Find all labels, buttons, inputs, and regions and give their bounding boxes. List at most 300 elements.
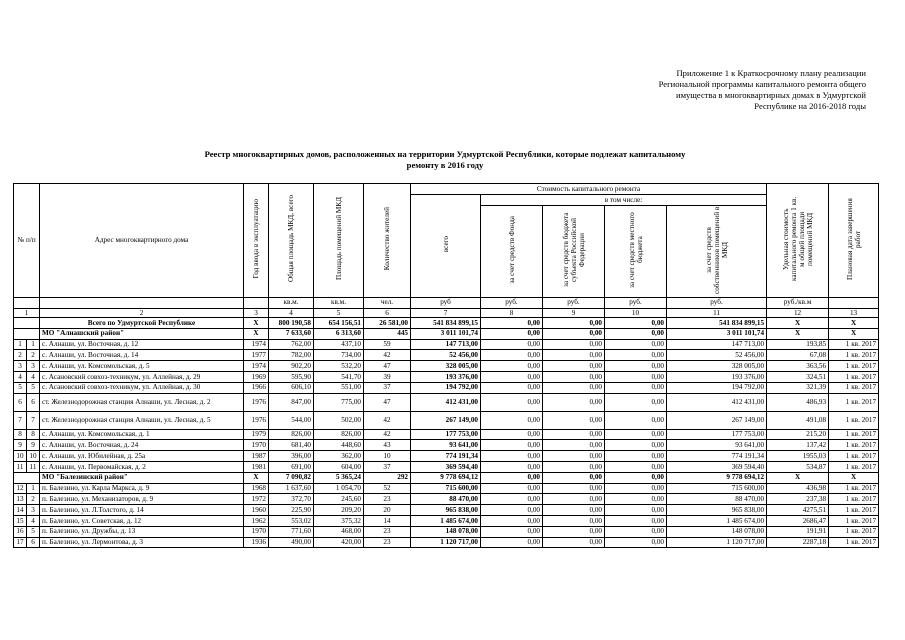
republic-budget-cell: 0,00 <box>543 393 605 411</box>
row-subnumber: 4 <box>27 515 40 526</box>
district-summary-row <box>14 328 879 339</box>
premises-area-cell: 375,32 <box>314 515 364 526</box>
row-number: 10 <box>14 451 27 462</box>
header-residents: Количество жителей <box>364 184 411 298</box>
summary-value: 654 156,51 <box>314 318 364 329</box>
unit-cell <box>829 297 879 308</box>
owners-cell: 177 753,00 <box>667 429 767 440</box>
table-row <box>14 350 879 361</box>
republic-budget-cell: 0,00 <box>543 483 605 494</box>
summary-value: 0,00 <box>481 318 543 329</box>
unit-cost-cell: 2287,18 <box>767 537 829 548</box>
summary-value: 0,00 <box>605 472 667 483</box>
row-subnumber: 7 <box>27 411 40 429</box>
total-area-cell: 372,70 <box>269 494 314 505</box>
owners-cell: 369 594,40 <box>667 461 767 472</box>
local-budget-cell: 0,00 <box>605 515 667 526</box>
header-local-budget: за счет средств местного бюджета <box>605 206 667 298</box>
total-area-cell: 782,00 <box>269 350 314 361</box>
empty-cell <box>14 328 40 339</box>
total-area-cell: 553,02 <box>269 515 314 526</box>
total-area-cell: 606,10 <box>269 382 314 393</box>
address-cell: с. Алнаши, ул. Восточная, д. 24 <box>40 440 244 451</box>
local-budget-cell: 0,00 <box>605 440 667 451</box>
summary-value: 0,00 <box>605 328 667 339</box>
address-cell: п. Балезино, ул. Л.Толстого, д. 14 <box>40 505 244 516</box>
summary-value: 0,00 <box>481 328 543 339</box>
fund-cell: 0,00 <box>481 371 543 382</box>
summary-value: 7 090,82 <box>269 472 314 483</box>
summary-value: Х <box>244 472 269 483</box>
year-cell: 1972 <box>244 494 269 505</box>
row-subnumber: 5 <box>27 382 40 393</box>
unit-cell: руб. <box>605 297 667 308</box>
fund-cell: 0,00 <box>481 494 543 505</box>
row-number: 4 <box>14 371 27 382</box>
unit-cost-cell: 321,39 <box>767 382 829 393</box>
row-subnumber: 2 <box>27 494 40 505</box>
summary-value: 6 313,60 <box>314 328 364 339</box>
owners-cell: 147 713,00 <box>667 339 767 350</box>
local-budget-cell: 0,00 <box>605 483 667 494</box>
summary-value: 9 778 694,12 <box>411 472 481 483</box>
local-budget-cell: 0,00 <box>605 361 667 372</box>
deadline-cell: 1 кв. 2017 <box>829 339 879 350</box>
column-number: 8 <box>481 308 543 318</box>
premises-area-cell: 362,00 <box>314 451 364 462</box>
unit-cost-cell: 2686,47 <box>767 515 829 526</box>
column-number: 9 <box>543 308 605 318</box>
deadline-cell: 1 кв. 2017 <box>829 350 879 361</box>
address-cell: с. Алнаши, ул. Первомайская, д. 2 <box>40 461 244 472</box>
row-subnumber: 5 <box>27 526 40 537</box>
address-cell: п. Балезино, ул. Карла Маркса, д. 9 <box>40 483 244 494</box>
summary-value: 3 011 101,74 <box>411 328 481 339</box>
residents-cell: 47 <box>364 361 411 372</box>
fund-cell: 0,00 <box>481 483 543 494</box>
summary-value: 292 <box>364 472 411 483</box>
premises-area-cell: 532,20 <box>314 361 364 372</box>
header-premises-area: Площадь помещений МКД <box>314 184 364 298</box>
deadline-cell: 1 кв. 2017 <box>829 361 879 372</box>
address-cell: п. Балезино, ул. Механизаторов, д. 9 <box>40 494 244 505</box>
deadline-cell: 1 кв. 2017 <box>829 526 879 537</box>
total-area-cell: 595,90 <box>269 371 314 382</box>
owners-cell: 774 191,34 <box>667 451 767 462</box>
summary-value: 541 834 899,15 <box>411 318 481 329</box>
premises-area-cell: 448,60 <box>314 440 364 451</box>
table-row <box>14 361 879 372</box>
summary-value: 445 <box>364 328 411 339</box>
unit-cost-cell: 237,38 <box>767 494 829 505</box>
column-number: 6 <box>364 308 411 318</box>
row-number: 11 <box>14 461 27 472</box>
deadline-cell: 1 кв. 2017 <box>829 411 879 429</box>
year-cell: 1979 <box>244 429 269 440</box>
republic-budget-cell: 0,00 <box>543 440 605 451</box>
year-cell: 1976 <box>244 393 269 411</box>
deadline-cell: 1 кв. 2017 <box>829 451 879 462</box>
fund-cell: 0,00 <box>481 505 543 516</box>
header-address: Адрес многоквартирного дома <box>40 184 244 298</box>
row-number: 9 <box>14 440 27 451</box>
fund-cell: 0,00 <box>481 393 543 411</box>
republic-budget-cell: 0,00 <box>543 411 605 429</box>
row-number: 6 <box>14 393 27 411</box>
address-cell: с. Алнаши, ул. Восточная, д. 12 <box>40 339 244 350</box>
table-row <box>14 461 879 472</box>
total-cost-cell: 93 641,00 <box>411 440 481 451</box>
summary-label: МО "Балезинский район" <box>40 472 244 483</box>
fund-cell: 0,00 <box>481 440 543 451</box>
total-cost-cell: 148 078,00 <box>411 526 481 537</box>
header-owners: за счет средств собственников помещений в МКД <box>667 206 767 298</box>
row-subnumber: 11 <box>27 461 40 472</box>
title-line: Реестр многоквартирных домов, расположенных на территории Удмуртской Республики, которые подлежат капитальному <box>204 149 686 159</box>
appendix-line: имущества в многоквартирных домах в Удмуртской <box>675 90 866 100</box>
address-cell: ст. Железнодорожная станция Алнаши, ул. Лесная, д. 2 <box>40 393 244 411</box>
fund-cell: 0,00 <box>481 361 543 372</box>
premises-area-cell: 245,60 <box>314 494 364 505</box>
table-body <box>14 297 879 548</box>
owners-cell: 1 485 674,00 <box>667 515 767 526</box>
deadline-cell: 1 кв. 2017 <box>829 393 879 411</box>
row-subnumber: 9 <box>27 440 40 451</box>
premises-area-cell: 541,70 <box>314 371 364 382</box>
row-subnumber: 8 <box>27 429 40 440</box>
row-number: 12 <box>14 483 27 494</box>
column-number: 11 <box>667 308 767 318</box>
row-number: 2 <box>14 350 27 361</box>
unit-cost-cell: 137,42 <box>767 440 829 451</box>
row-number: 14 <box>14 505 27 516</box>
header-total: всего <box>411 195 481 298</box>
total-cost-cell: 177 753,00 <box>411 429 481 440</box>
header-num: № п/п <box>14 184 40 298</box>
fund-cell: 0,00 <box>481 537 543 548</box>
summary-value: 7 633,60 <box>269 328 314 339</box>
address-cell: ст. Железнодорожная станция Алнаши, ул. Лесная, д. 5 <box>40 411 244 429</box>
total-area-cell: 544,00 <box>269 411 314 429</box>
local-budget-cell: 0,00 <box>605 350 667 361</box>
column-number: 2 <box>40 308 244 318</box>
row-subnumber: 4 <box>27 371 40 382</box>
fund-cell: 0,00 <box>481 350 543 361</box>
row-number: 5 <box>14 382 27 393</box>
table-row <box>14 451 879 462</box>
fund-cell: 0,00 <box>481 429 543 440</box>
fund-cell: 0,00 <box>481 339 543 350</box>
unit-cost-cell: 436,98 <box>767 483 829 494</box>
column-number: 13 <box>829 308 879 318</box>
republic-budget-cell: 0,00 <box>543 515 605 526</box>
unit-cell: кв.м. <box>269 297 314 308</box>
appendix-line: Республике на 2016-2018 годы <box>754 101 866 111</box>
total-cost-cell: 1 120 717,00 <box>411 537 481 548</box>
total-area-cell: 691,00 <box>269 461 314 472</box>
premises-area-cell: 209,20 <box>314 505 364 516</box>
column-number: 1 <box>14 308 40 318</box>
unit-cell: руб./кв.м <box>767 297 829 308</box>
premises-area-cell: 775,00 <box>314 393 364 411</box>
year-cell: 1962 <box>244 515 269 526</box>
year-cell: 1977 <box>244 350 269 361</box>
year-cell: 1987 <box>244 451 269 462</box>
total-cost-cell: 328 005,00 <box>411 361 481 372</box>
fund-cell: 0,00 <box>481 382 543 393</box>
row-number: 17 <box>14 537 27 548</box>
summary-value: Х <box>244 318 269 329</box>
fund-cell: 0,00 <box>481 451 543 462</box>
premises-area-cell: 1 054,70 <box>314 483 364 494</box>
local-budget-cell: 0,00 <box>605 526 667 537</box>
unit-cost-cell: 1955,03 <box>767 451 829 462</box>
row-subnumber: 6 <box>27 393 40 411</box>
total-cost-cell: 715 600,00 <box>411 483 481 494</box>
residents-cell: 10 <box>364 451 411 462</box>
row-number: 13 <box>14 494 27 505</box>
district-summary-row <box>14 472 879 483</box>
total-cost-cell: 965 838,00 <box>411 505 481 516</box>
row-number: 8 <box>14 429 27 440</box>
fund-cell: 0,00 <box>481 411 543 429</box>
owners-cell: 715 600,00 <box>667 483 767 494</box>
year-cell: 1968 <box>244 483 269 494</box>
table-row <box>14 537 879 548</box>
address-cell: с. Алнаши, ул. Комсомольская, д. 1 <box>40 429 244 440</box>
year-cell: 1969 <box>244 371 269 382</box>
table-row <box>14 515 879 526</box>
total-area-cell: 826,00 <box>269 429 314 440</box>
total-cost-cell: 52 456,00 <box>411 350 481 361</box>
address-cell: с. Асановский совхоз-техникум, ул. Аллейная, д. 30 <box>40 382 244 393</box>
deadline-cell: 1 кв. 2017 <box>829 440 879 451</box>
fund-cell: 0,00 <box>481 461 543 472</box>
total-cost-cell: 88 470,00 <box>411 494 481 505</box>
deadline-cell: 1 кв. 2017 <box>829 505 879 516</box>
owners-cell: 148 078,00 <box>667 526 767 537</box>
premises-area-cell: 502,00 <box>314 411 364 429</box>
table-row <box>14 339 879 350</box>
owners-cell: 193 376,00 <box>667 371 767 382</box>
owners-cell: 194 792,00 <box>667 382 767 393</box>
unit-cost-cell: 486,93 <box>767 393 829 411</box>
header-total-area: Общая площадь МКД, всего <box>269 184 314 298</box>
total-cost-cell: 369 594,40 <box>411 461 481 472</box>
premises-area-cell: 734,00 <box>314 350 364 361</box>
total-cost-cell: 774 191,34 <box>411 451 481 462</box>
unit-cell: руб. <box>543 297 605 308</box>
unit-cell <box>244 297 269 308</box>
header-cost-group: Стоимость капитального ремонта <box>411 184 767 195</box>
total-area-cell: 762,00 <box>269 339 314 350</box>
local-budget-cell: 0,00 <box>605 339 667 350</box>
unit-cell <box>40 297 244 308</box>
fund-cell: 0,00 <box>481 515 543 526</box>
total-cost-cell: 267 149,00 <box>411 411 481 429</box>
residents-cell: 43 <box>364 440 411 451</box>
local-budget-cell: 0,00 <box>605 411 667 429</box>
total-cost-cell: 193 376,00 <box>411 371 481 382</box>
local-budget-cell: 0,00 <box>605 371 667 382</box>
deadline-cell: 1 кв. 2017 <box>829 537 879 548</box>
unit-cost-cell: 4275,51 <box>767 505 829 516</box>
table-row <box>14 371 879 382</box>
unit-cell: руб <box>411 297 481 308</box>
table-row <box>14 526 879 537</box>
header-fund: за счет средств Фонда <box>481 206 543 298</box>
local-budget-cell: 0,00 <box>605 429 667 440</box>
address-cell: п. Балезино, ул. Дружбы, д. 13 <box>40 526 244 537</box>
residents-cell: 59 <box>364 339 411 350</box>
unit-cell: руб. <box>667 297 767 308</box>
summary-value: 3 011 101,74 <box>667 328 767 339</box>
column-numbers-row <box>14 308 879 318</box>
row-number: 3 <box>14 361 27 372</box>
deadline-cell: 1 кв. 2017 <box>829 494 879 505</box>
year-cell: 1936 <box>244 537 269 548</box>
unit-cost-cell: 491,08 <box>767 411 829 429</box>
local-budget-cell: 0,00 <box>605 393 667 411</box>
premises-area-cell: 826,00 <box>314 429 364 440</box>
row-subnumber: 2 <box>27 350 40 361</box>
appendix-line: Региональной программы капитального ремонта общего <box>658 79 866 89</box>
row-number: 7 <box>14 411 27 429</box>
table-row <box>14 494 879 505</box>
column-number: 10 <box>605 308 667 318</box>
unit-cost-cell: 67,08 <box>767 350 829 361</box>
year-cell: 1970 <box>244 440 269 451</box>
republic-budget-cell: 0,00 <box>543 371 605 382</box>
year-cell: 1974 <box>244 339 269 350</box>
table-row <box>14 429 879 440</box>
summary-value: 800 190,58 <box>269 318 314 329</box>
unit-cell: руб. <box>481 297 543 308</box>
title-line: ремонту в 2016 году <box>406 160 484 170</box>
republic-budget-cell: 0,00 <box>543 382 605 393</box>
premises-area-cell: 420,00 <box>314 537 364 548</box>
premises-area-cell: 604,00 <box>314 461 364 472</box>
header-republic-budget: за счет средств бюджета субъекта Российской Федерации <box>543 206 605 298</box>
column-number: 7 <box>411 308 481 318</box>
empty-cell <box>14 472 40 483</box>
summary-value: Х <box>829 328 879 339</box>
total-area-cell: 396,00 <box>269 451 314 462</box>
republic-budget-cell: 0,00 <box>543 339 605 350</box>
row-subnumber: 6 <box>27 537 40 548</box>
residents-cell: 39 <box>364 371 411 382</box>
header-including: в том числе: <box>481 195 767 206</box>
residents-cell: 42 <box>364 350 411 361</box>
owners-cell: 328 005,00 <box>667 361 767 372</box>
unit-cost-cell: 324,51 <box>767 371 829 382</box>
address-cell: с. Алнаши, ул. Комсомольская, д. 5 <box>40 361 244 372</box>
republic-budget-cell: 0,00 <box>543 451 605 462</box>
local-budget-cell: 0,00 <box>605 382 667 393</box>
owners-cell: 1 120 717,00 <box>667 537 767 548</box>
total-area-cell: 771,60 <box>269 526 314 537</box>
summary-value: 9 778 694,12 <box>667 472 767 483</box>
unit-cost-cell: 215,20 <box>767 429 829 440</box>
row-number: 1 <box>14 339 27 350</box>
residents-cell: 23 <box>364 494 411 505</box>
republic-budget-cell: 0,00 <box>543 537 605 548</box>
row-number: 15 <box>14 515 27 526</box>
owners-cell: 88 470,00 <box>667 494 767 505</box>
row-subnumber: 10 <box>27 451 40 462</box>
address-cell: п. Балезино, ул. Лермонтова, д. 3 <box>40 537 244 548</box>
summary-value: 0,00 <box>605 318 667 329</box>
local-budget-cell: 0,00 <box>605 451 667 462</box>
deadline-cell: 1 кв. 2017 <box>829 371 879 382</box>
total-row <box>14 318 879 329</box>
year-cell: 1976 <box>244 411 269 429</box>
unit-cost-cell: 363,56 <box>767 361 829 372</box>
local-budget-cell: 0,00 <box>605 537 667 548</box>
fund-cell: 0,00 <box>481 526 543 537</box>
summary-value: 0,00 <box>543 318 605 329</box>
total-area-cell: 1 637,60 <box>269 483 314 494</box>
unit-cost-cell: 534,87 <box>767 461 829 472</box>
summary-value: Х <box>244 328 269 339</box>
republic-budget-cell: 0,00 <box>543 461 605 472</box>
deadline-cell: 1 кв. 2017 <box>829 483 879 494</box>
total-area-cell: 847,00 <box>269 393 314 411</box>
republic-budget-cell: 0,00 <box>543 494 605 505</box>
column-number: 12 <box>767 308 829 318</box>
row-number: 16 <box>14 526 27 537</box>
unit-cost-cell: 191,91 <box>767 526 829 537</box>
residents-cell: 23 <box>364 537 411 548</box>
deadline-cell: 1 кв. 2017 <box>829 382 879 393</box>
summary-value: Х <box>829 318 879 329</box>
table-row <box>14 483 879 494</box>
address-cell: с. Алнаши, ул. Юбилейная, д. 25а <box>40 451 244 462</box>
local-budget-cell: 0,00 <box>605 461 667 472</box>
table-row <box>14 505 879 516</box>
republic-budget-cell: 0,00 <box>543 505 605 516</box>
total-area-cell: 902,20 <box>269 361 314 372</box>
deadline-cell: 1 кв. 2017 <box>829 515 879 526</box>
units-row <box>14 297 879 308</box>
residents-cell: 52 <box>364 483 411 494</box>
total-area-cell: 225,90 <box>269 505 314 516</box>
total-area-cell: 490,00 <box>269 537 314 548</box>
row-subnumber: 3 <box>27 361 40 372</box>
year-cell: 1960 <box>244 505 269 516</box>
row-subnumber: 3 <box>27 505 40 516</box>
year-cell: 1966 <box>244 382 269 393</box>
column-number: 5 <box>314 308 364 318</box>
republic-budget-cell: 0,00 <box>543 361 605 372</box>
premises-area-cell: 551,00 <box>314 382 364 393</box>
registry-table <box>13 183 879 548</box>
address-cell: п. Балезино, ул. Советская, д. 12 <box>40 515 244 526</box>
owners-cell: 412 431,00 <box>667 393 767 411</box>
appendix-line: Приложение 1 к Краткосрочному плану реализации <box>676 68 866 78</box>
summary-value: 0,00 <box>543 328 605 339</box>
row-subnumber: 1 <box>27 339 40 350</box>
summary-value: 541 834 899,15 <box>667 318 767 329</box>
header-unit-cost: Удельная стоимость капитального ремонта 1 кв. м общей площади помещений МКД <box>767 184 829 298</box>
unit-cell: чел. <box>364 297 411 308</box>
deadline-cell: 1 кв. 2017 <box>829 461 879 472</box>
owners-cell: 965 838,00 <box>667 505 767 516</box>
residents-cell: 42 <box>364 411 411 429</box>
year-cell: 1970 <box>244 526 269 537</box>
summary-value: Х <box>767 472 829 483</box>
residents-cell: 47 <box>364 393 411 411</box>
